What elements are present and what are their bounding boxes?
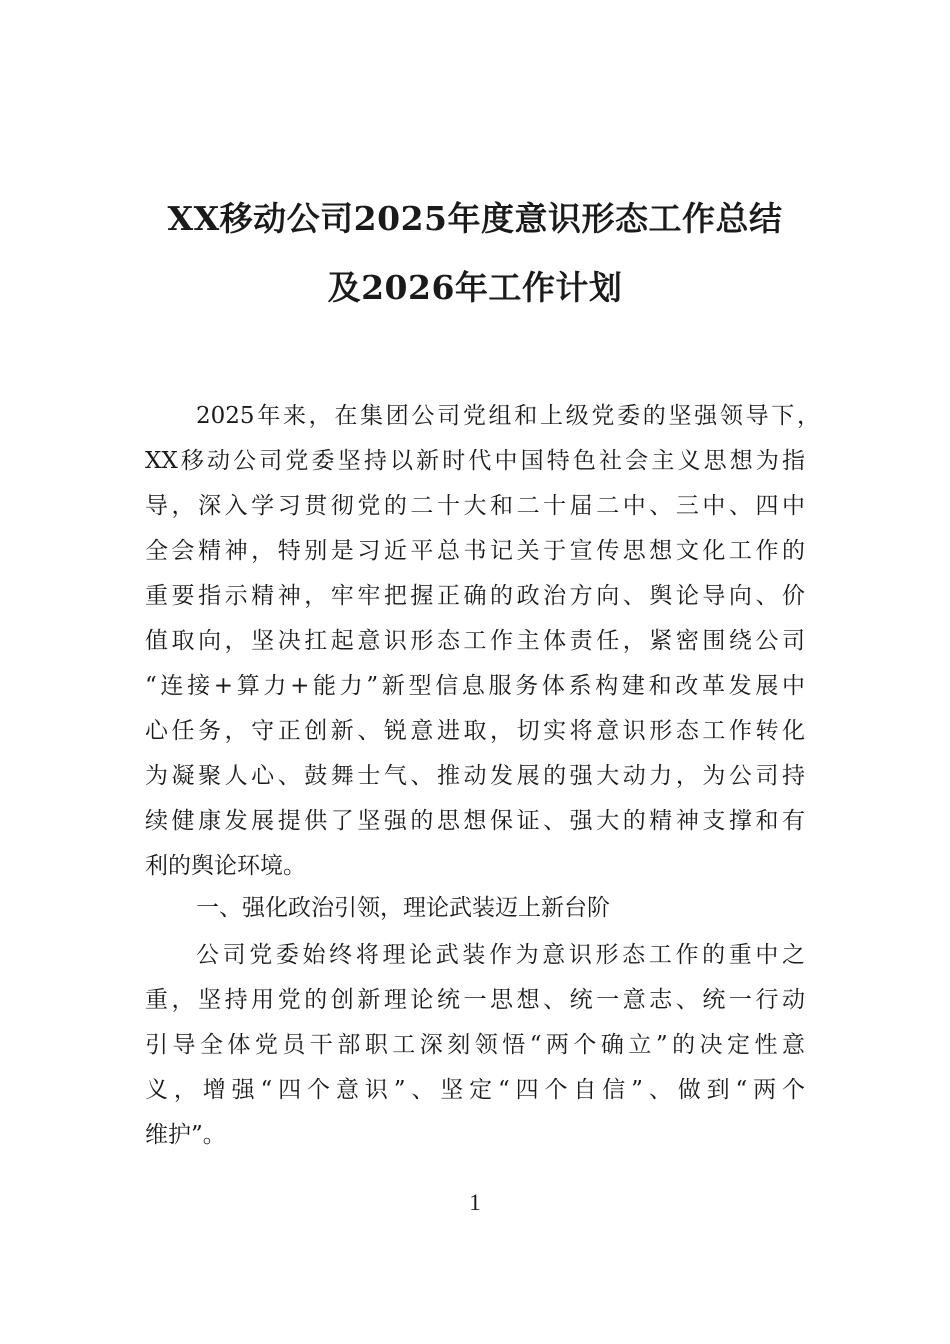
paragraph-line: 引导全体党员干部职工深刻领悟“两个确立”的决定性意	[145, 1032, 805, 1058]
paragraph-line: 值取向，坚决扛起意识形态工作主体责任，紧密围绕公司	[145, 628, 805, 654]
page-number: 1	[469, 1190, 481, 1215]
paragraph-line: 公司党委始终将理论武装作为意识形态工作的重中之	[196, 942, 805, 968]
paragraph-line: 重，坚持用党的创新理论统一思想、统一意志、统一行动	[145, 987, 805, 1013]
paragraph-line: 义，增强“四个意识”、坚定“四个自信”、做到“两个	[145, 1077, 805, 1103]
paragraph-line: 导，深入学习贯彻党的二十大和二十届二中、三中、四中	[145, 493, 805, 519]
section-1-heading: 一、强化政治引领，理论武装迈上新台阶	[196, 895, 610, 921]
document-title-line1: XX移动公司2025年度意识形态工作总结	[167, 199, 783, 238]
paragraph-line: “连接+算力+能力”新型信息服务体系构建和改革发展中	[145, 673, 805, 699]
paragraph-line: 续健康发展提供了坚强的思想保证、强大的精神支撑和有	[145, 808, 805, 834]
paragraph-line: 重要指示精神，牢牢把握正确的政治方向、舆论导向、价	[145, 583, 805, 609]
paragraph-line: XX移动公司党委坚持以新时代中国特色社会主义思想为指	[145, 448, 805, 474]
paragraph-line: 2025年来，在集团公司党组和上级党委的坚强领导下，	[196, 403, 820, 429]
paragraph-line: 心任务，守正创新、锐意进取，切实将意识形态工作转化	[145, 718, 805, 744]
paragraph-line: 为凝聚人心、鼓舞士气、推动发展的强大动力，为公司持	[145, 763, 805, 789]
paragraph-line: 维护”。	[145, 1122, 226, 1148]
paragraph-line: 利的舆论环境。	[145, 853, 306, 879]
paragraph-line: 全会精神，特别是习近平总书记关于宣传思想文化工作的	[145, 538, 805, 564]
document-title-line2: 及2026年工作计划	[327, 268, 623, 307]
